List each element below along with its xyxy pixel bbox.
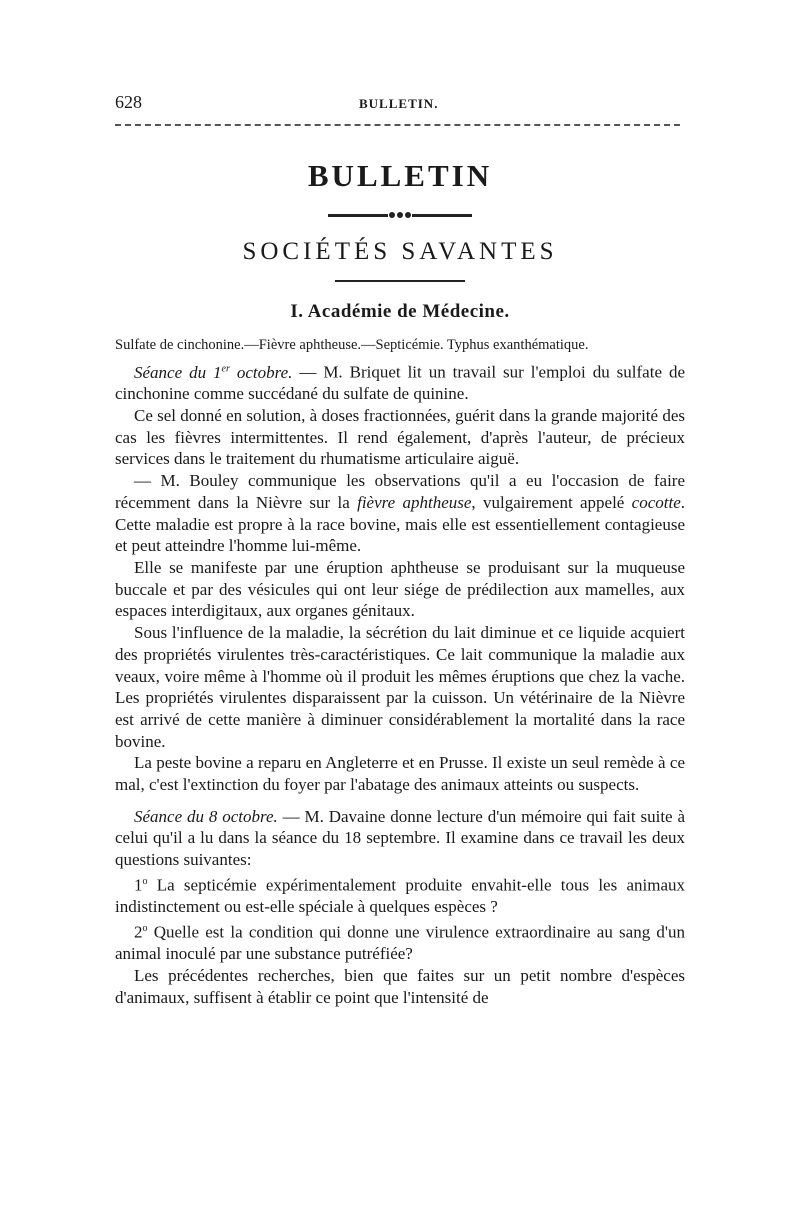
journal-page bbox=[115, 92, 685, 1008]
session-date: Séance du 1er octobre. bbox=[134, 362, 293, 382]
paragraph-gap bbox=[115, 796, 685, 806]
running-head bbox=[115, 92, 685, 116]
section-rule bbox=[335, 280, 465, 282]
paragraph-6: La peste bovine a reparu en Angleterre et en Prusse. Il existe un seul remède à ce mal, c'est l'extinction du foyer par l'abatage des animaux atteints ou suspects. bbox=[115, 753, 685, 795]
paragraph-3: — M. Bouley communique les observations qu'il a eu l'occasion de faire récemment dans la Nièvre sur la fièvre aphtheuse, vulgairement appelé cocotte. Cette maladie est propre à la race bovine, mais elle est essentiellement contagieuse et peut atteindre l'homme lui-même. bbox=[115, 471, 685, 556]
ornament-divider bbox=[115, 206, 685, 216]
header-rule bbox=[115, 124, 680, 126]
paragraph-4: Elle se manifeste par une éruption aphtheuse se produisant sur la muqueuse buccale et par des vésicules qui ont leur siége de prédilection aux mamelles, aux espaces interdigitaux, aux organes génitaux. bbox=[115, 557, 685, 621]
running-title: BULLETIN. bbox=[359, 96, 439, 111]
paragraph-8: 1$^o$ La septicémie expérimentalement produite envahit-elle tous les animaux indistinctement ou est-elle spéciale à quelques espèces ? bbox=[115, 875, 685, 917]
summary-line: Sulfate de cinchonine.—Fièvre aphtheuse.—Septicémie. Typhus exanthématique. bbox=[115, 337, 589, 353]
session-date: Séance du 8 octobre. bbox=[134, 806, 278, 826]
section-title: SOCIÉTÉS SAVANTES bbox=[242, 238, 558, 265]
paragraph-5: Sous l'influence de la maladie, la sécrétion du lait diminue et ce liquide acquiert des propriétés virulentes très-caractéristiques. Ce lait communique la maladie aux veaux, voire même à l'homme où il produit les mêmes éruptions que chez la vache. Les propriétés virulentes disparaissent par la cuisson. Un vétérinaire de la Nièvre est arrivé de cette manière à diminuer considérablement la mortalité dans la race bovine. bbox=[115, 623, 685, 751]
paragraph-2: Ce sel donné en solution, à doses fractionnées, guérit dans la grande majorité des cas les fièvres intermittentes. Il rend également, d'après l'auteur, de précieux services dans le traitement du rhumatisme articulaire aiguë. bbox=[115, 406, 685, 469]
main-title: BULLETIN bbox=[307, 158, 493, 193]
paragraph-9: 2$^o$ Quelle est la condition qui donne une virulence extraordinaire au sang d'un animal inoculé par une substance putréfiée? bbox=[115, 922, 685, 964]
page-number: 628 bbox=[115, 92, 142, 112]
paragraph-1: Séance du 1er octobre. — M. Briquet lit un travail sur l'emploi du sulfate de cinchonine comme succédané du sulfate de quinine. bbox=[115, 362, 685, 404]
subsection-title: I. Académie de Médecine. bbox=[290, 301, 510, 322]
paragraph-10: Les précédentes recherches, bien que faites sur un petit nombre d'espèces d'animaux, suffisent à établir ce point que l'intensité de bbox=[115, 965, 685, 1007]
paragraph-7: Séance du 8 octobre. — M. Davaine donne lecture d'un mémoire qui fait suite à celui qu'il a lu dans la séance du 18 septembre. Il examine dans ce travail les deux questions suivantes: bbox=[115, 806, 685, 870]
